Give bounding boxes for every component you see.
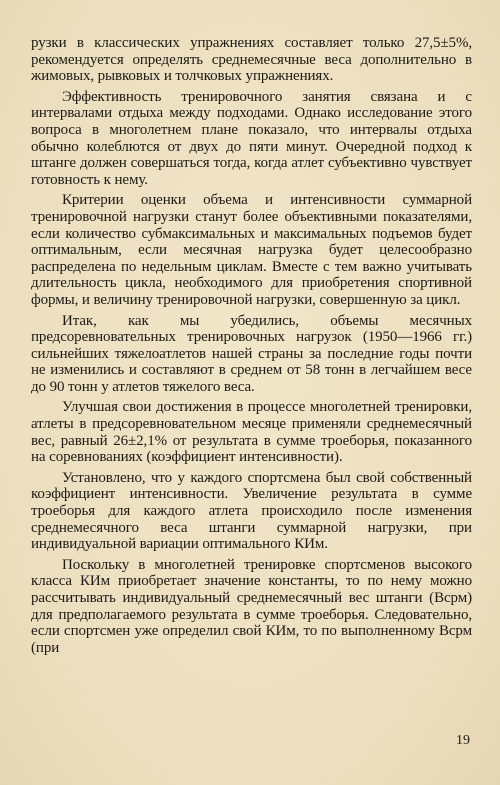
page-number: 19 (456, 733, 470, 748)
paragraph-2: Эффективность тренировочного занятия связана и с интервалами отдыха между подходами. Однако исследование этого вопроса в многолетнем плане показало, что интервалы отдыха обычно колеблются от двух до пяти минут. Очередной подход к штанге должен совершаться тогда, когда атлет субъективно чувствует готовность к нему. (31, 88, 472, 188)
body-text (31, 35, 472, 660)
paragraph-6: Установлено, что у каждого спортсмена был свой собственный коэффициент интенсивности. Увеличение результата в сумме троеборья для каждого атлета происходило после изменения среднемесячного веса штанги суммарной нагрузки, при индивидуальной вариации оптимального КИм. (31, 469, 472, 553)
paragraph-7: Поскольку в многолетней тренировке спортсменов высокого класса КИм приобретает значение константы, то по нему можно рассчитывать индивидуальный среднемесячный вес штанги (Всрм) для предполагаемого результата в сумме троеборья. Следовательно, если спортсмен уже определил свой КИм, то по выполненному Всрм (при (31, 556, 472, 656)
paragraph-3: Критерии оценки объема и интенсивности суммарной тренировочной нагрузки станут более объективными показателями, если количество субмаксимальных и максимальных подъемов будет оптимальным, если месячная нагрузка будет целесообразно распределена по недельным циклам. Вместе с тем важно учитывать длительность цикла, необходимого для приобретения спортивной формы, и величину тренировочной нагрузки, совершенную за цикл. (31, 192, 472, 308)
paragraph-4: Итак, как мы убедились, объемы месячных предсоревновательных тренировочных нагрузок (1950—1966 гг.) сильнейших тяжелоатлетов нашей страны за последние годы почти не изменились и составляют в среднем от 58 тонн в легчайшем весе до 90 тонн у атлетов тяжелого веса. (31, 312, 472, 395)
paragraph-5: Улучшая свои достижения в процессе многолетней тренировки, атлеты в предсоревновательном месяце применяли среднемесячный вес, равный 26±2,1% от результата в сумме троеборья, показанного на соревнованиях (коэффициент интенсивности). (31, 399, 472, 466)
paragraph-1: рузки в классических упражнениях составляет только 27,5±5%, рекомендуется определять среднемесячные веса дополнительно в жимовых, рывковых и толчковых упражнениях. (31, 35, 472, 85)
